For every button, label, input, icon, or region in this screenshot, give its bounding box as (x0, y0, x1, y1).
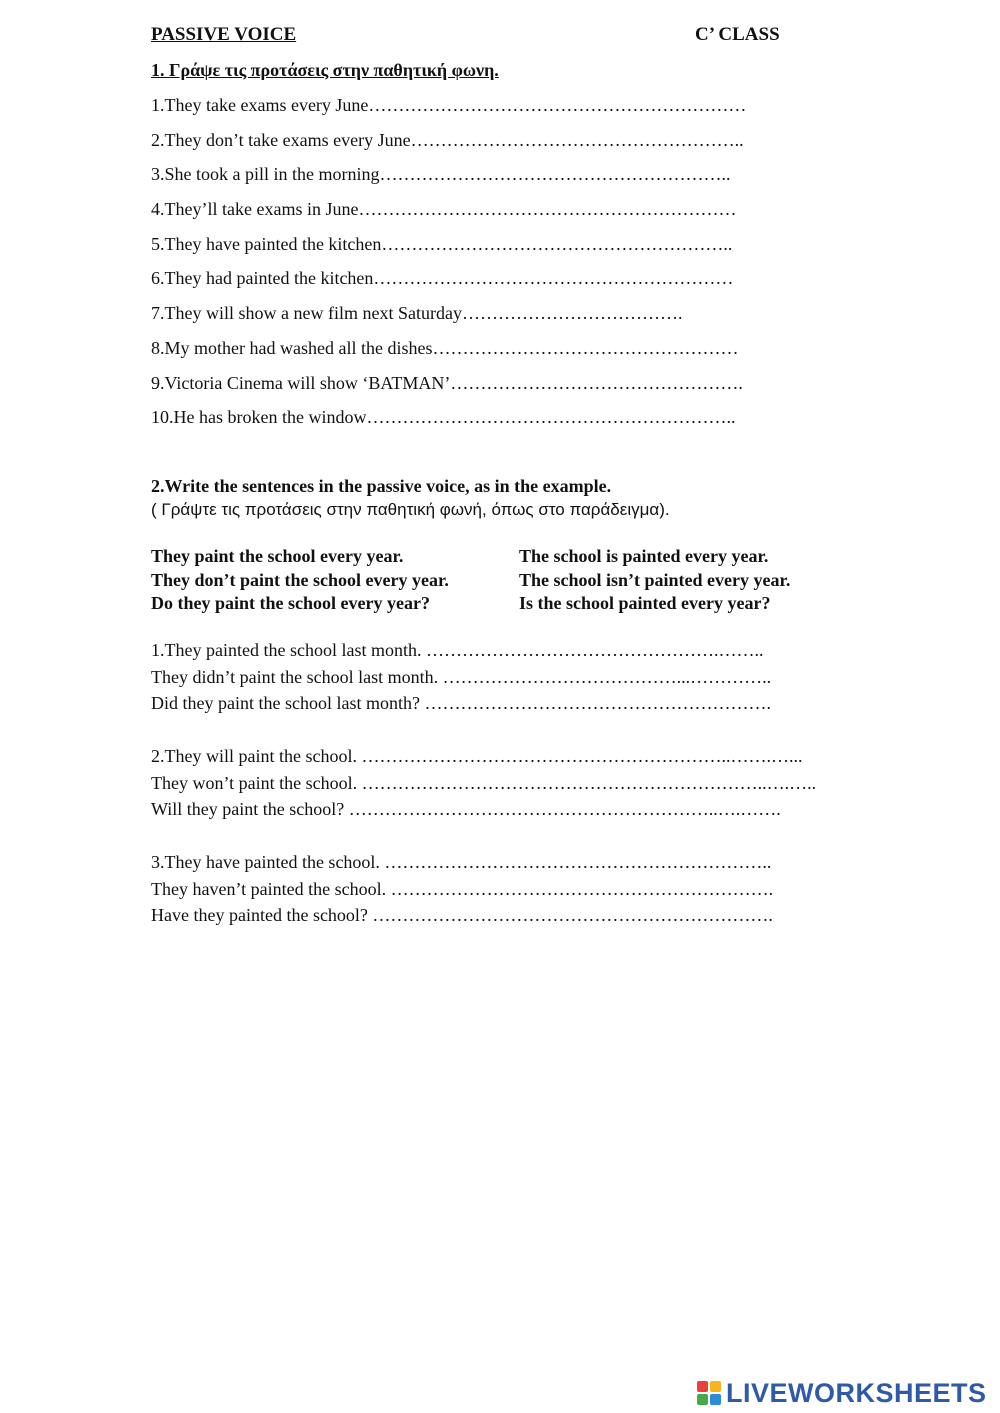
logo-tile (697, 1381, 708, 1392)
exercise-line: They didn’t paint the school last month. …………………………………...………….. (151, 666, 772, 687)
example-passive-sentence: Is the school painted every year? (519, 593, 771, 613)
example-passive-sentence: The school is painted every year. (519, 546, 769, 566)
exercise-group-1 (151, 638, 771, 718)
example-active-sentence: They don’t paint the school every year. (151, 569, 449, 590)
exercise-item: 6.They had painted the kitchen…………………………………………………… (151, 268, 734, 289)
exercise-item: 10.He has broken the window…………………………………………………….. (151, 407, 736, 428)
worksheet-title: PASSIVE VOICE (151, 24, 297, 45)
exercise-line: They won’t paint the school. …………………………………………………………..….….. (151, 772, 817, 793)
example-active-column (151, 545, 449, 616)
logo-tile (697, 1394, 708, 1405)
exercise-item: 9.Victoria Cinema will show ‘BATMAN’…………………………………………. (151, 372, 743, 393)
exercise-item: 7.They will show a new film next Saturday………………………………. (151, 303, 683, 324)
section2-subtitle: ( Γράψτε τις προτάσεις στην παθητική φωνή, όπως στο παράδειγμα). (151, 500, 670, 519)
section1-title: 1. Γράψε τις προτάσεις στην παθητική φωνη. (151, 60, 499, 80)
exercise-line: Will they paint the school? ……………………………………………………..….……. (151, 799, 781, 820)
logo-tile (710, 1394, 721, 1405)
exercise-group-2 (151, 744, 816, 824)
exercise-item: 3.She took a pill in the morning………………………………………………….. (151, 164, 731, 185)
exercise-group-3 (151, 850, 773, 930)
example-passive-sentence: The school isn’t painted every year. (519, 569, 791, 590)
liveworksheets-logo (697, 1378, 987, 1408)
exercise-line: 2.They will paint the school. ……………………………………………………..…….…... (151, 746, 803, 766)
exercise-item: 4.They’ll take exams in June……………………………………………………… (151, 199, 737, 220)
logo-tile (710, 1381, 721, 1392)
logo-text: LIVEWORKSHEETS (726, 1377, 987, 1408)
exercise-line: 1.They painted the school last month. ………………………………………….…….. (151, 640, 764, 660)
exercise-line: 3.They have painted the school. ……………………………………………………….. (151, 852, 772, 872)
exercise-line: Have they painted the school? …………………………………………………………. (151, 905, 773, 926)
exercise-item: 5.They have painted the kitchen………………………………………………….. (151, 233, 733, 254)
exercise-item: 2.They don’t take exams every June……………………………………………….. (151, 129, 744, 150)
class-label: C’ CLASS (695, 24, 780, 45)
section2-title: 2.Write the sentences in the passive voice, as in the example. (151, 476, 612, 496)
example-passive-column (519, 545, 790, 616)
exercise-item: 8.My mother had washed all the dishes…………………………………………… (151, 337, 739, 358)
exercise-line: Did they paint the school last month? …………………………………………………. (151, 693, 771, 714)
example-active-sentence: Do they paint the school every year? (151, 593, 430, 613)
logo-mark-icon (697, 1381, 721, 1405)
section1-exercise-list (151, 94, 746, 441)
example-active-sentence: They paint the school every year. (151, 546, 404, 566)
exercise-item: 1.They take exams every June……………………………………………………… (151, 95, 747, 115)
exercise-line: They haven’t painted the school. ………………………………………………………. (151, 878, 774, 899)
